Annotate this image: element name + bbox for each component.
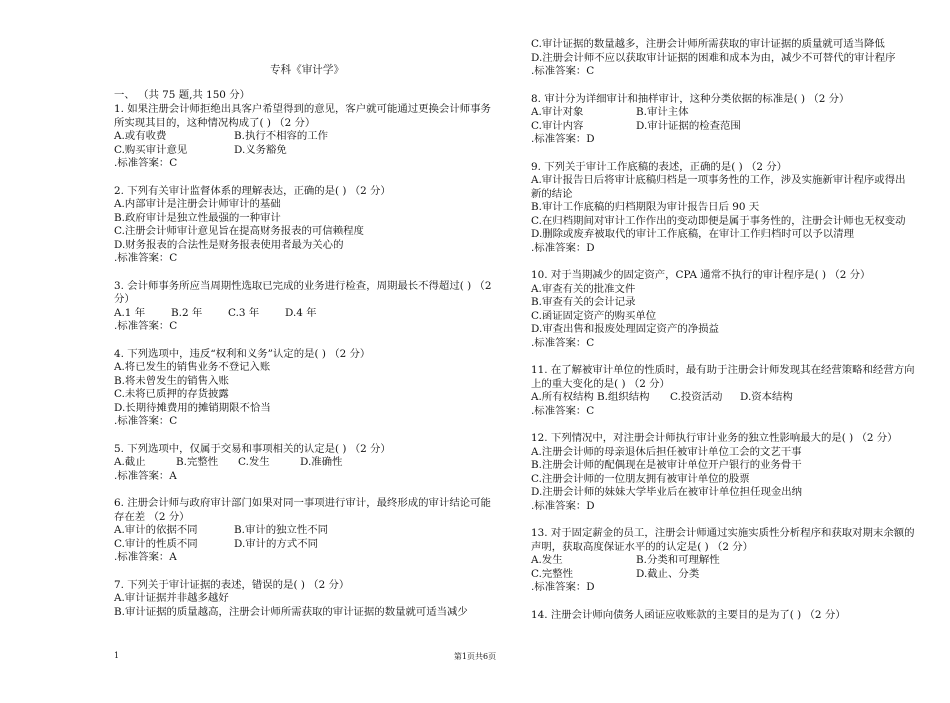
question-stem: 13. 对于固定薪金的员工，注册会计师通过实施实质性分析程序和获取对期末余额的声明，获取高度保证水平的的认定是( ) （2 分）: [531, 527, 915, 553]
question-5: [114, 443, 500, 484]
option-a: A.所有权结构: [531, 391, 594, 403]
standard-answer: .标准答案：C: [114, 252, 178, 264]
question-stem: 2. 下列有关审计监督体系的理解表达，正确的是( ) （2 分）: [114, 184, 391, 197]
option-a: A.1 年: [114, 306, 146, 319]
option-d: D.注册会计师不应以获取审计证据的困难和成本为由，减少不可替代的审计程序: [531, 51, 896, 64]
option-b: B.完整性: [176, 456, 219, 468]
question-stem: 3. 会计师事务所应当周期性选取已完成的业务进行检查，周期最长不得超过( ) （2 分）: [114, 279, 492, 305]
option-row: [531, 554, 915, 568]
question-7: [114, 579, 500, 620]
question-3: [114, 280, 500, 334]
option-c: C.发生: [238, 456, 270, 468]
question-stem: 8. 审计分为详细审计和抽样审计，这种分类依据的标准是( ) （2 分）: [531, 92, 850, 105]
option-row: [114, 524, 500, 538]
left-column: [114, 0, 500, 633]
standard-answer: .标准答案：D: [531, 133, 595, 145]
option-c: C.未将已质押的存货披露: [114, 388, 229, 400]
option-row: [114, 538, 500, 552]
option-a: A.内部审计是注册会计师审计的基础: [114, 198, 281, 210]
option-b: B.审计的独立性不同: [234, 524, 329, 536]
question-stem: 12. 下列情况中，对注册会计师执行审计业务的独立性影响最大的是( ) （2 分）: [531, 432, 898, 444]
option-c: C.函证固定资产的购买单位: [531, 309, 657, 322]
option-row: [114, 144, 500, 158]
option-c: C.3 年: [228, 306, 260, 319]
question-12: [531, 432, 915, 513]
option-c: C.投资活动: [670, 391, 723, 403]
section-header: 一、 （共 75 题,共 150 分）: [114, 88, 250, 101]
option-c: C.购买审计意见: [114, 143, 188, 156]
option-d: D.资本结构: [740, 391, 793, 403]
page-counter: 第1页共6页: [453, 652, 497, 661]
option-b: B.2 年: [171, 306, 203, 319]
option-d: D.截止、分类: [636, 567, 700, 580]
option-a: A.发生: [531, 554, 563, 566]
option-a: A.注册会计师的母亲退休后担任被审计单位工会的文艺干事: [531, 445, 802, 458]
option-b: B.审查有关的会计记录: [531, 296, 636, 308]
option-row: [531, 391, 915, 405]
question-2: [114, 185, 500, 266]
question-stem: 14. 注册会计师向债务人函证应收账款的主要目的是为了( ) （2 分）: [531, 608, 846, 621]
question-10: [531, 269, 915, 350]
question-stem: 10. 对于当期减少的固定资产，CPA 通常不执行的审计程序是( ) （2 分）: [531, 269, 871, 281]
option-row: [531, 568, 915, 582]
option-a: A.将已发生的销售业务不登记入账: [114, 361, 271, 373]
question-stem: 4. 下列选项中，违反“权利和义务”认定的是( ) （2 分）: [114, 347, 371, 360]
question-6: [114, 497, 500, 565]
question-1: [114, 103, 500, 171]
question-14: [531, 609, 915, 623]
option-b: B.政府审计是独立性最强的一种审计: [114, 211, 281, 224]
option-c: C.注册会计师的一位朋友拥有被审计单位的股票: [531, 472, 750, 485]
question-13: [531, 527, 915, 595]
option-b: B.组织结构: [597, 391, 650, 403]
question-7-continued: [531, 38, 915, 79]
question-stem: 7. 下列关于审计证据的表述，错误的是( ) （2 分）: [114, 578, 350, 591]
option-row: [531, 120, 915, 134]
question-stem: 5. 下列选项中，仅属于交易和事项相关的认定是( ) （2 分）: [114, 442, 391, 455]
right-column: [531, 0, 915, 636]
option-d: D.审查出售和报废处理固定资产的净损益: [531, 323, 719, 335]
option-b: B.注册会计师的配偶现在是被审计单位开户银行的业务骨干: [531, 459, 802, 471]
standard-answer: .标准答案：A: [114, 469, 177, 482]
option-a: A.审计的依据不同: [114, 524, 198, 536]
option-row: [114, 456, 500, 470]
page-title: 专科《审计学》: [269, 64, 345, 76]
option-b: B.将未曾发生的销售入账: [114, 374, 229, 387]
option-b: B.审计证据的质量越高，注册会计师所需获取的审计证据的数量就可适当减少: [114, 605, 468, 618]
option-d: D.审计的方式不同: [234, 537, 318, 550]
option-c: C.在归档期间对审计工作作出的变动即便是属于事务性的，注册会计师也无权变动: [531, 214, 906, 227]
option-d: D.财务报表的合法性是财务报表使用者最为关心的: [114, 238, 344, 251]
option-a: A.截止: [114, 456, 146, 468]
standard-answer: .标准答案：D: [531, 241, 595, 254]
option-b: B.执行不相容的工作: [234, 130, 329, 142]
option-d: D.注册会计师的妹妹大学毕业后在被审计单位担任现金出纳: [531, 486, 803, 498]
option-c: C.审计证据的数量越多，注册会计师所需获取的审计证据的质量就可适当降低: [531, 38, 885, 50]
question-stem: 6. 注册会计师与政府审计部门如果对同一事项进行审计，最终形成的审计结论可能存在差 （2 分）: [114, 497, 491, 523]
question-11: [531, 364, 915, 418]
question-stem: 9. 下列关于审计工作底稿的表述，正确的是( ) （2 分）: [531, 160, 788, 173]
option-c: C.完整性: [531, 567, 574, 580]
standard-answer: .标准答案：C: [114, 157, 178, 169]
option-row: [114, 307, 500, 321]
standard-answer: .标准答案：D: [531, 581, 595, 593]
standard-answer: .标准答案：C: [114, 415, 178, 427]
question-8: [531, 93, 915, 147]
standard-answer: .标准答案：C: [531, 336, 595, 349]
option-b: B.审计主体: [636, 106, 689, 118]
question-9: [531, 161, 915, 256]
option-b: B.审计工作底稿的归档期限为审计报告日后 90 天: [531, 201, 760, 213]
option-a: A.审查有关的批准文件: [531, 282, 636, 295]
standard-answer: .标准答案：C: [531, 65, 595, 77]
option-c: C.注册会计师审计意见旨在提高财务报表的可信赖程度: [114, 225, 364, 237]
standard-answer: .标准答案：A: [114, 551, 177, 563]
standard-answer: .标准答案：C: [531, 404, 595, 417]
page-number: 1: [114, 651, 120, 660]
option-a: A.审计报告日后将审计底稿归档是一项事务性的工作，涉及实施新审计程序或得出新的结论: [531, 174, 906, 200]
option-d: D.长期待摊费用的摊销期限不恰当: [114, 401, 271, 414]
option-row: [531, 106, 915, 120]
option-d: D.删除或废弃被取代的审计工作底稿，在审计工作归档时可以予以清理: [531, 228, 854, 240]
question-stem: 11. 在了解被审计单位的性质时，最有助于注册会计师发现其在经营策略和经营方向上的重大变化的是( ) （2 分）: [531, 364, 915, 390]
question-4: [114, 348, 500, 429]
option-b: B.分类和可理解性: [636, 554, 720, 566]
option-a: A.审计对象: [531, 106, 584, 118]
standard-answer: .标准答案：D: [531, 499, 595, 512]
option-d: D.4 年: [285, 306, 317, 319]
option-d: D.审计证据的检查范围: [636, 119, 741, 132]
option-row: [114, 130, 500, 144]
question-stem: 1. 如果注册会计师拒绝出具客户希望得到的意见，客户就可能通过更换会计师事务所实现其目的，这种情况构成了( ) （2 分）: [114, 103, 491, 129]
standard-answer: .标准答案：C: [114, 320, 178, 332]
option-c: C.审计内容: [531, 119, 584, 132]
option-d: D.义务豁免: [234, 143, 287, 156]
option-a: A.审计证据并非越多越好: [114, 592, 229, 604]
option-c: C.审计的性质不同: [114, 537, 198, 550]
option-d: D.准确性: [300, 456, 343, 468]
option-a: A.或有收费: [114, 130, 167, 142]
